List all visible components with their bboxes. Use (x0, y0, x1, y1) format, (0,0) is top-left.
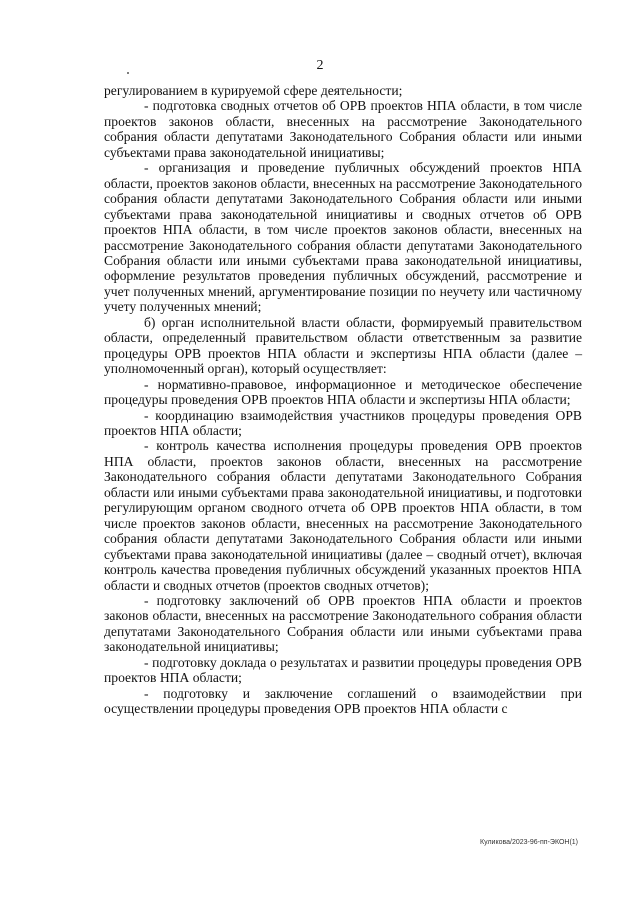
paragraph-regulatory-support: - нормативно-правовое, информационное и методическое обеспечение процедуры проведения ОРВ проектов НПА области и экспертизы НПА области; (104, 376, 582, 408)
paragraph-report: - подготовку доклада о результатах и развитии процедуры проведения ОРВ проектов НПА области; (104, 654, 582, 686)
paragraph-authorized-body: б) орган исполнительной власти области, формируемый правительством области, определенный правительством области ответственным за развитие процедуры ОРВ проектов НПА области и экспертизы НПА области (далее – уполномоченный орган), который осуществляет: (104, 314, 582, 377)
paragraph-coordination: - координацию взаимодействия участников процедуры проведения ОРВ проектов НПА области; (104, 407, 582, 438)
paragraph-public-discussions: - организация и проведение публичных обсуждений проектов НПА области, проектов законов области, внесенных на рассмотрение Законодательного собрания области депутатами Законодательного Собрания области или иными субъектами права законодательной инициативы и сводных отчетов об ОРВ проектов НПА области, в том числе проектов законов области, внесенных на рассмотрение Законодательного собрания области депутатами Законодательного Собрания области или иными субъектами права законодательной инициативы, оформление результатов проведения публичных обсуждений, рассмотрение и учет полученных мнений, аргументирование позиции по неучету или частичному учету полученных мнений; (104, 160, 582, 315)
paragraph-continuation: регулированием в курируемой сфере деятельности; (104, 83, 403, 98)
paragraph-summary-reports: - подготовка сводных отчетов об ОРВ проектов НПА области, в том числе проектов законов области, внесенных на рассмотрение Законодательного собрания области депутатами Законодательного Собрания области или иными субъектами права законодательной инициативы; (104, 98, 582, 160)
page-number: 2 (316, 58, 324, 73)
paragraph-quality-control: - контроль качества исполнения процедуры проведения ОРВ проектов НПА области, проектов законов области, внесенных на рассмотрение Законодательного собрания области депутатами Законодательного Собрания области или иными субъектами права законодательной инициативы, и подготовки регулирующим органом сводного отчета об ОРВ проектов НПА области, в том числе проектов законов области, внесенных на рассмотрение Законодательного собрания области депутатами Законодательного Собрания области или иными субъектами права законодательной инициативы (далее – сводный отчет), включая контроль качества проведения публичных обсуждений указанных проектов НПА области и сводных отчетов (проектов сводных отчетов); (104, 438, 582, 593)
paragraph-conclusions: - подготовку заключений об ОРВ проектов НПА области и проектов законов области, внесенных на рассмотрение Законодательного собрания области депутатами Законодательного Собрания области или иными субъектами права законодательной инициативы; (104, 592, 582, 655)
document-code: Куликова/2023-96-пп-ЭКОН(1) (480, 839, 578, 846)
scan-speck (127, 72, 129, 74)
document-body (104, 83, 582, 717)
paragraph-agreements: - подготовку и заключение соглашений о взаимодействии при осуществлении процедуры проведения ОРВ проектов НПА области с (104, 685, 582, 717)
